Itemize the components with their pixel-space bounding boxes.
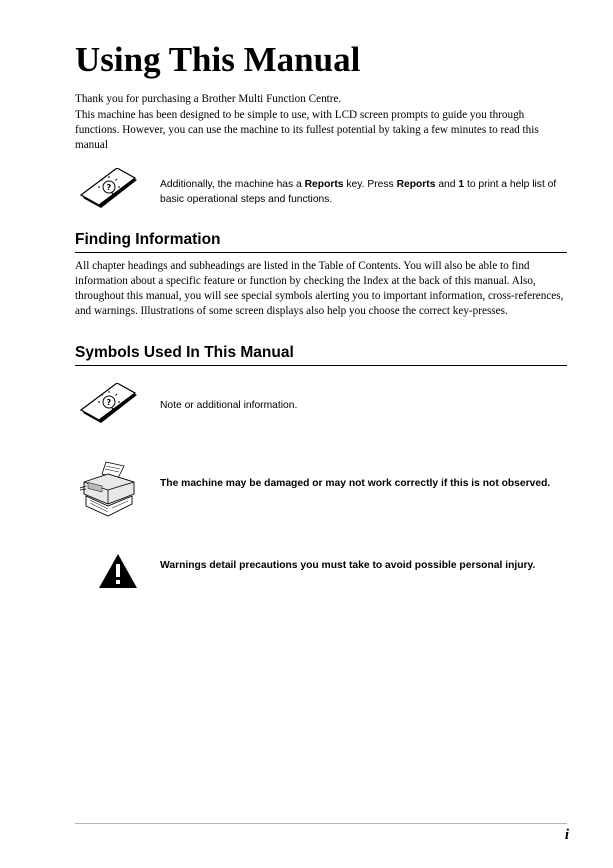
svg-text:?: ? <box>106 398 112 407</box>
reports-key-label: Reports <box>304 179 344 190</box>
intro-paragraph-2: This machine has been designed to be simple to use, with LCD screen prompts to guide you through functions. However, you can use the machine to its fullest potential by taking a few minutes to read this manual <box>75 109 539 151</box>
reports-key-label: Reports <box>396 179 436 190</box>
page-number: i <box>564 827 569 843</box>
warning-symbol-description: Warnings detail precautions you must take to avoid possible personal injury. <box>160 560 536 571</box>
note-lightbulb-icon <box>79 168 141 208</box>
symbols-heading: Symbols Used In This Manual <box>75 343 567 366</box>
page-title: Using This Manual <box>75 40 361 79</box>
note-reports-text <box>160 177 570 207</box>
note-lightbulb-icon <box>79 383 141 423</box>
svg-text:?: ? <box>106 183 112 192</box>
note-symbol-description: Note or additional information. <box>160 400 298 411</box>
finding-information-body: All chapter headings and subheadings are listed in the Table of Contents. You will also be able to find information about a specific feature or function by checking the Index at the back of this manual. Also, throughout this manual, you will see special symbols alerting you to important information, cross-references, and warnings. Illustrations of some screen displays also help you choose the correct key-presses. <box>75 260 564 317</box>
note-text-segment: key. Press <box>343 179 397 190</box>
note-text-segment: Additionally, the machine has a <box>160 179 305 190</box>
footer-divider <box>75 823 567 824</box>
caution-symbol-description: The machine may be damaged or may not work correctly if this is not observed. <box>160 478 551 489</box>
key-one-label: 1 <box>458 179 465 190</box>
note-text-segment: and <box>435 179 459 190</box>
finding-information-heading: Finding Information <box>75 230 567 253</box>
intro-paragraph-1: Thank you for purchasing a Brother Multi Function Centre. <box>75 93 342 105</box>
fax-machine-icon <box>78 460 140 520</box>
note-text-segment: to print a help list of basic operational steps and functions. <box>160 179 557 205</box>
warning-triangle-icon <box>98 553 138 589</box>
